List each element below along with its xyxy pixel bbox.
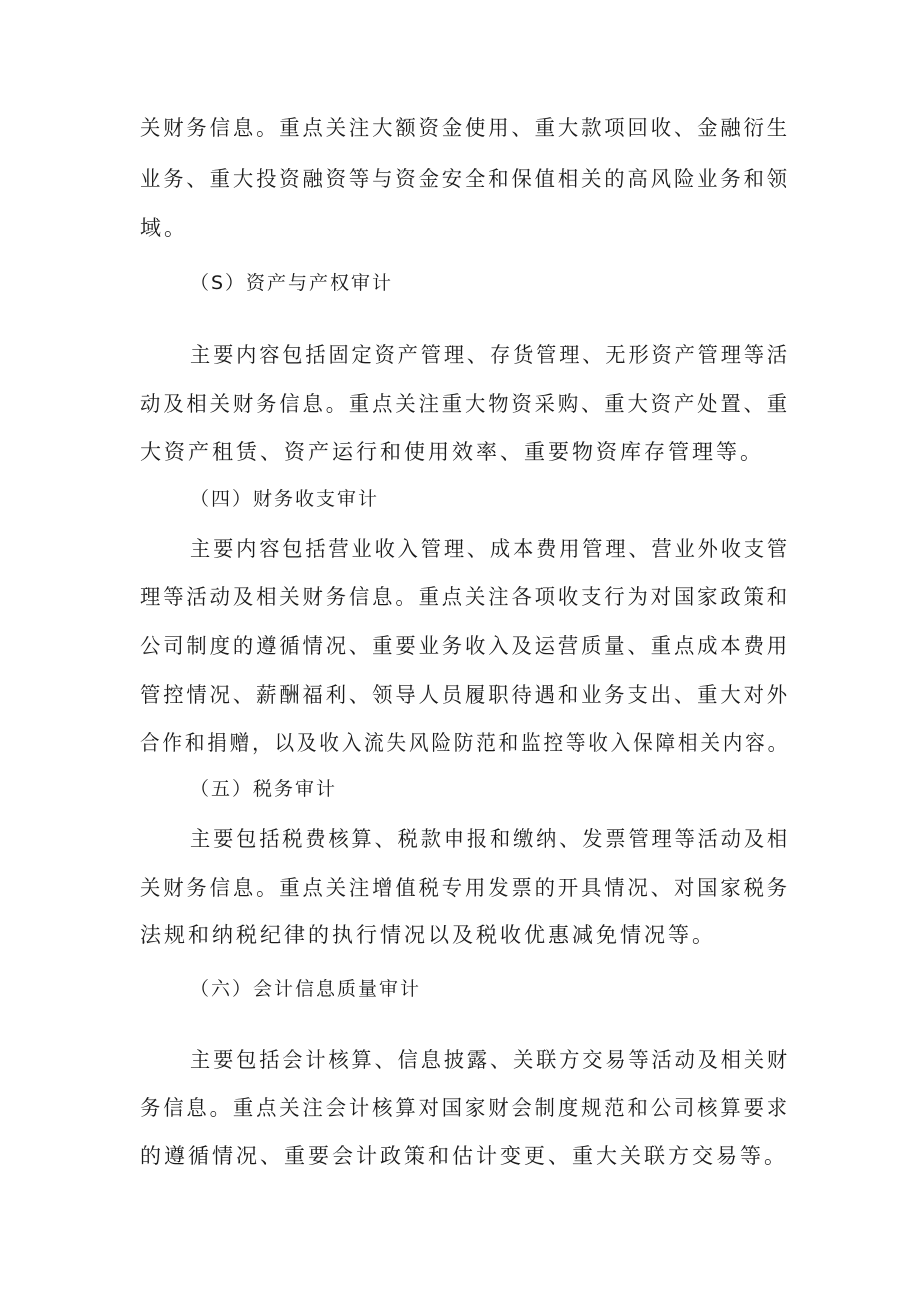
paragraph-line: 公司制度的遵循情况、重要业务收入及运营质量、重点成本费用 — [140, 634, 791, 658]
paragraph-line: 大资产租赁、资产运行和使用效率、重要物资库存管理等。 — [140, 440, 764, 464]
paragraph-line: 法规和纳税纪律的执行情况以及税收优惠减免情况等。 — [140, 923, 716, 947]
paragraph-line: 动及相关财务信息。重点关注重大物资采购、重大资产处置、重 — [140, 392, 791, 416]
paragraph-line: 的遵循情况、重要会计政策和估计变更、重大关联方交易等。 — [140, 1144, 788, 1168]
paragraph-line: 主要内容包括固定资产管理、存货管理、无形资产管理等活 — [190, 343, 790, 367]
paragraph-line: 业务、重大投资融资等与资金安全和保值相关的高风险业务和领 — [140, 167, 791, 191]
section-heading: （五）税务审计 — [190, 778, 338, 800]
section-heading: （六）会计信息质量审计 — [190, 978, 422, 1000]
section-heading: （S）资产与产权审计 — [190, 272, 394, 294]
paragraph-line: 域。 — [140, 216, 188, 240]
paragraph-line: 合作和捐赠，以及收入流失风险防范和监控等收入保障相关内容。 — [140, 731, 790, 755]
paragraph-line: 管控情况、薪酬福利、领导人员履职待遇和业务支出、重大对外 — [140, 683, 791, 707]
paragraph-line: 务信息。重点关注会计核算对国家财会制度规范和公司核算要求 — [140, 1096, 791, 1120]
paragraph-line: 主要包括会计核算、信息披露、关联方交易等活动及相关财 — [190, 1048, 790, 1072]
paragraph-line: 主要包括税费核算、税款申报和缴纳、发票管理等活动及相 — [190, 827, 790, 851]
paragraph-line: 关财务信息。重点关注大额资金使用、重大款项回收、金融衍生 — [140, 116, 791, 140]
paragraph-line: 理等活动及相关财务信息。重点关注各项收支行为对国家政策和 — [140, 585, 791, 609]
paragraph-line: 主要内容包括营业收入管理、成本费用管理、营业外收支管 — [190, 537, 790, 561]
paragraph-line: 关财务信息。重点关注增值税专用发票的开具情况、对国家税务 — [140, 876, 791, 900]
section-heading: （四）财务收支审计 — [190, 488, 380, 510]
